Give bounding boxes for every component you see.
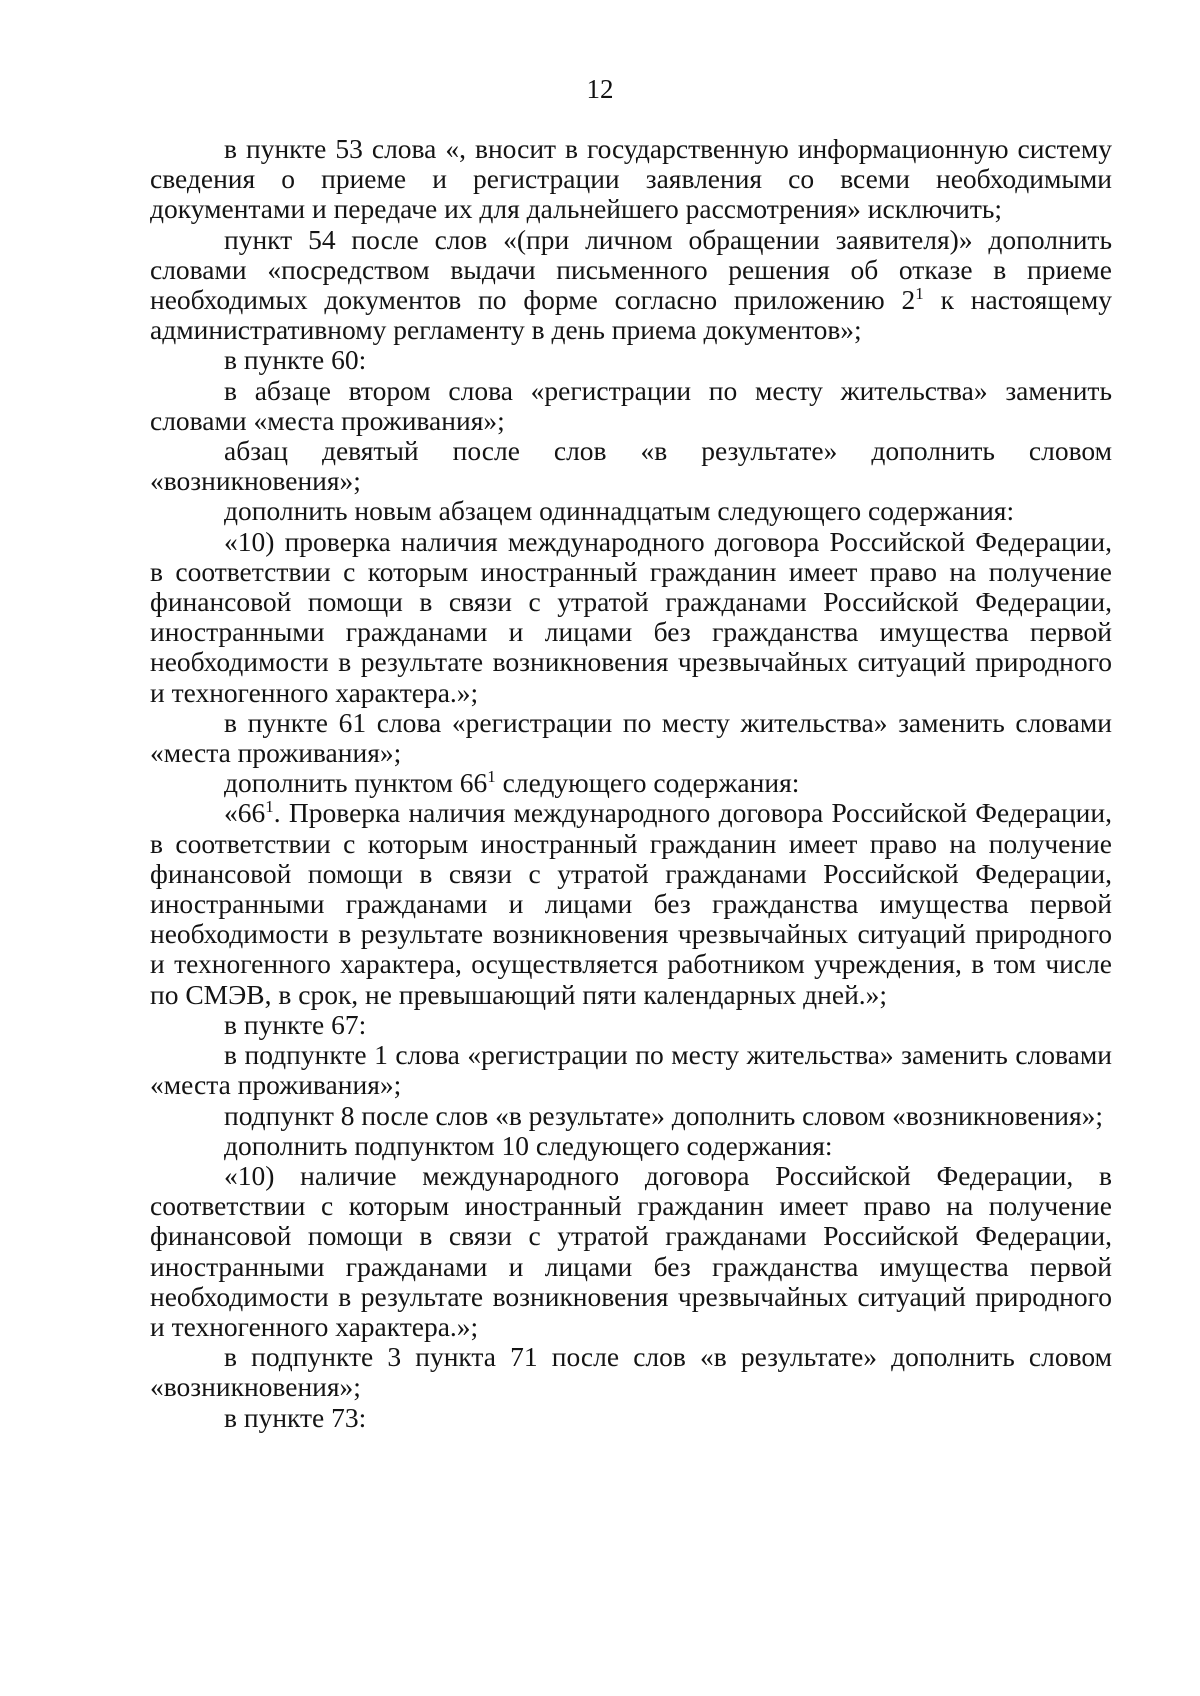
superscript: 1 — [265, 797, 274, 817]
paragraph-16: в подпункте 3 пункта 71 после слов «в результате» дополнить словом «возникновения»; — [150, 1341, 1112, 1403]
paragraph-6: дополнить новым абзацем одиннадцатым следующего содержания: — [224, 495, 1015, 527]
paragraph-7: «10) проверка наличия международного договора Российской Федерации, в соответствии с которым иностранный гражданин имеет право на получение финансовой помощи в связи с утратой гражданами Российской Федерации, иностранными гражданами и лицами без гражданства имущества первой необходимости в результате возникновения чрезвычайных ситуаций природного и техногенного характера.»; — [150, 525, 1112, 708]
paragraph-4: в абзаце втором слова «регистрации по месту жительства» заменить словами «места проживания»; — [150, 374, 1112, 436]
paragraph-2: пункт 54 после слов «(при личном обращении заявителя)» дополнить словами «посредством выдачи письменного решения об отказе в приеме необходимых документов по форме согласно приложению $2^1$ к настоящему административному регламенту в день приема документов»; — [150, 223, 1112, 346]
paragraph-10: «$66^1$. Проверка наличия международного договора Российской Федерации, в соответствии с которым иностранный гражданин имеет право на получение финансовой помощи в связи с утратой гражданами Российской Федерации, иностранными гражданами и лицами без гражданства имущества первой необходимости в результате возникновения чрезвычайных ситуаций природного и техногенного характера, осуществляется работником учреждения, в том числе по СМЭВ, в срок, не превышающий пяти календарных дней.»; — [150, 797, 1112, 1010]
paragraph-11: в пункте 67: — [224, 1008, 367, 1040]
paragraph-13: подпункт 8 после слов «в результате» дополнить словом «возникновения»; — [224, 1099, 1104, 1131]
document-body — [150, 134, 1112, 1433]
paragraph-1: в пункте 53 слова «, вносит в государственную информационную систему сведения о приеме и регистрации заявления со всеми необходимыми документами и передаче их для дальнейшего рассмотрения» исключить; — [150, 133, 1112, 225]
paragraph-9: дополнить пунктом $66^1$ следующего содержания: — [224, 767, 800, 799]
superscript: 1 — [915, 284, 924, 304]
page-number: 12 — [586, 74, 614, 104]
paragraph-17: в пункте 73: — [224, 1401, 367, 1433]
paragraph-15: «10) наличие международного договора Российской Федерации, в соответствии с которым иностранный гражданин имеет право на получение финансовой помощи в связи с утратой гражданами Российской Федерации, иностранными гражданами и лицами без гражданства имущества первой необходимости в результате возникновения чрезвычайных ситуаций природного и техногенного характера.»; — [150, 1159, 1112, 1342]
paragraph-5: абзац девятый после слов «в результате» дополнить словом «возникновения»; — [150, 435, 1112, 497]
paragraph-12: в подпункте 1 слова «регистрации по месту жительства» заменить словами «места проживания»; — [150, 1039, 1112, 1101]
paragraph-3: в пункте 60: — [224, 344, 367, 376]
superscript: 1 — [487, 767, 496, 787]
paragraph-14: дополнить подпунктом 10 следующего содержания: — [224, 1129, 833, 1161]
paragraph-8: в пункте 61 слова «регистрации по месту жительства» заменить словами «места проживания»; — [150, 706, 1112, 769]
